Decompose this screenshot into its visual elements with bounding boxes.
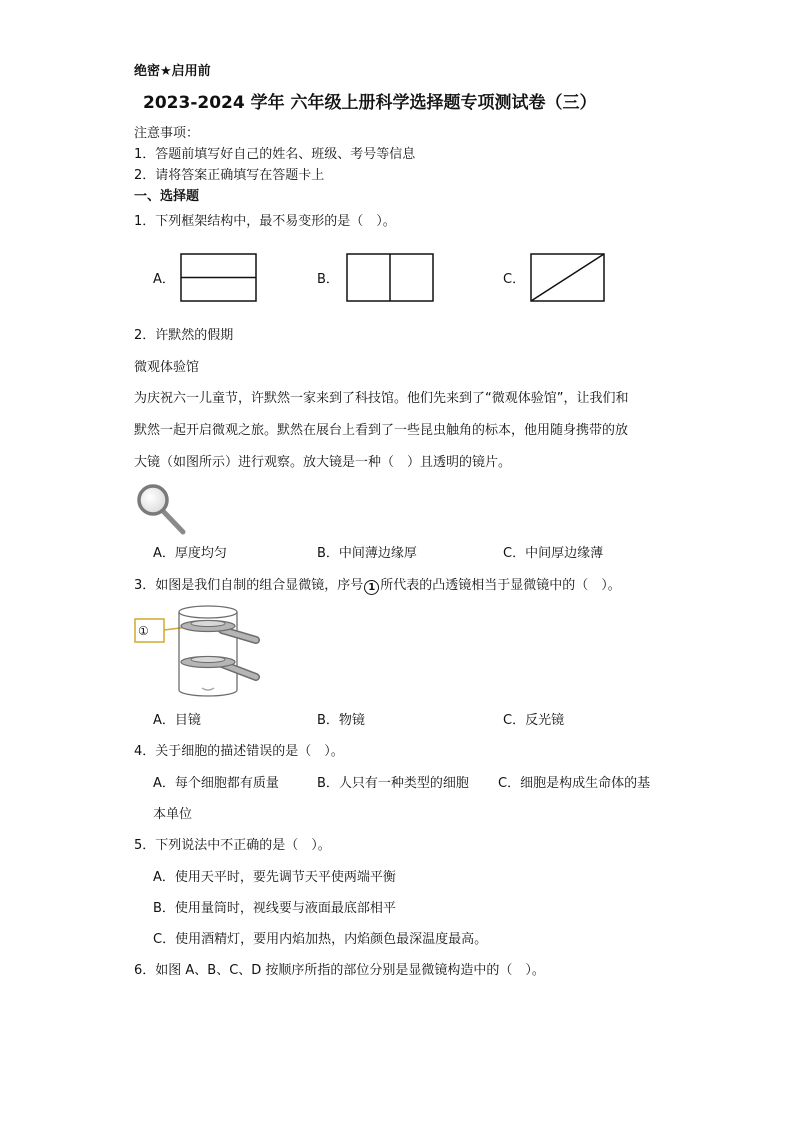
q5-option-c: C．使用酒精灯，要用内焰加热，内焰颜色最深温度最高。 <box>153 932 488 947</box>
question-2-title: 2．许默然的假期 <box>134 328 234 343</box>
frame-diagonal-brace-figure <box>530 253 606 303</box>
q3-option-c: C．反光镜 <box>503 713 565 728</box>
q5-option-b: B．使用量筒时，视线要与液面最底部相平 <box>153 901 396 916</box>
q3-stem-part: 3．如图是我们自制的组合显微镜，序号 <box>134 578 364 593</box>
notes-heading: 注意事项： <box>134 126 200 141</box>
q4-option-b: B．人只有一种类型的细胞 <box>317 776 469 791</box>
question-2-subtitle: 微观体验馆 <box>134 360 200 375</box>
section-heading: 一、选择题 <box>134 189 200 204</box>
question-5-stem: 5．下列说法中不正确的是（ ）。 <box>134 838 331 853</box>
q4-option-c: C．细胞是构成生命体的基 <box>498 776 651 791</box>
q1-option-a-label: A． <box>153 272 175 287</box>
magnifier-icon <box>133 481 189 537</box>
q5-option-a: A．使用天平时，要先调节天平使两端平衡 <box>153 870 396 885</box>
question-1-stem: 1．下列框架结构中，最不易变形的是（ ）。 <box>134 214 396 229</box>
q3-stem-number-marker: 1 <box>364 580 379 595</box>
q3-option-b: B．物镜 <box>317 713 365 728</box>
q2-option-c: C．中间厚边缘薄 <box>503 546 604 561</box>
frame-vertical-brace-figure <box>346 253 435 303</box>
q3-stem-part: 所代表的凸透镜相当于显微镜中的（ ）。 <box>380 578 621 593</box>
q4-option-a: A．每个细胞都有质量 <box>153 776 279 791</box>
q1-option-b-label: B． <box>317 272 339 287</box>
frame-horizontal-brace-figure <box>180 253 258 303</box>
q1-option-c-label: C． <box>503 272 526 287</box>
q4-option-c-wrap: 本单位 <box>153 807 193 822</box>
q2-option-a: A．厚度均匀 <box>153 546 227 561</box>
note-item: 2．请将答案正确填写在答题卡上 <box>134 168 325 183</box>
homemade-microscope-figure <box>134 602 264 700</box>
confidential-label: 绝密★启用前 <box>134 64 211 79</box>
question-3-stem <box>134 578 621 595</box>
figure-marker-label: ① <box>138 624 149 638</box>
q2-option-b: B．中间薄边缘厚 <box>317 546 417 561</box>
question-4-stem: 4．关于细胞的描述错误的是（ ）。 <box>134 744 344 759</box>
question-2-paragraph: 为庆祝六一儿童节，许默然一家来到了科技馆。他们先来到了“微观体验馆”，让我们和 <box>134 391 629 406</box>
question-2-paragraph: 默然一起开启微观之旅。默然在展台上看到了一些昆虫触角的标本，他用随身携带的放 <box>134 423 629 438</box>
q3-option-a: A．目镜 <box>153 713 201 728</box>
question-2-paragraph: 大镜（如图所示）进行观察。放大镜是一种（ ）且透明的镜片。 <box>134 455 512 470</box>
note-item: 1．答题前填写好自己的姓名、班级、考号等信息 <box>134 147 416 162</box>
page-title: 2023-2024 学年 六年级上册科学选择题专项测试卷（三） <box>143 93 597 113</box>
question-6-stem: 6．如图 A、B、C、D 按顺序所指的部位分别是显微镜构造中的（ ）。 <box>134 963 545 978</box>
